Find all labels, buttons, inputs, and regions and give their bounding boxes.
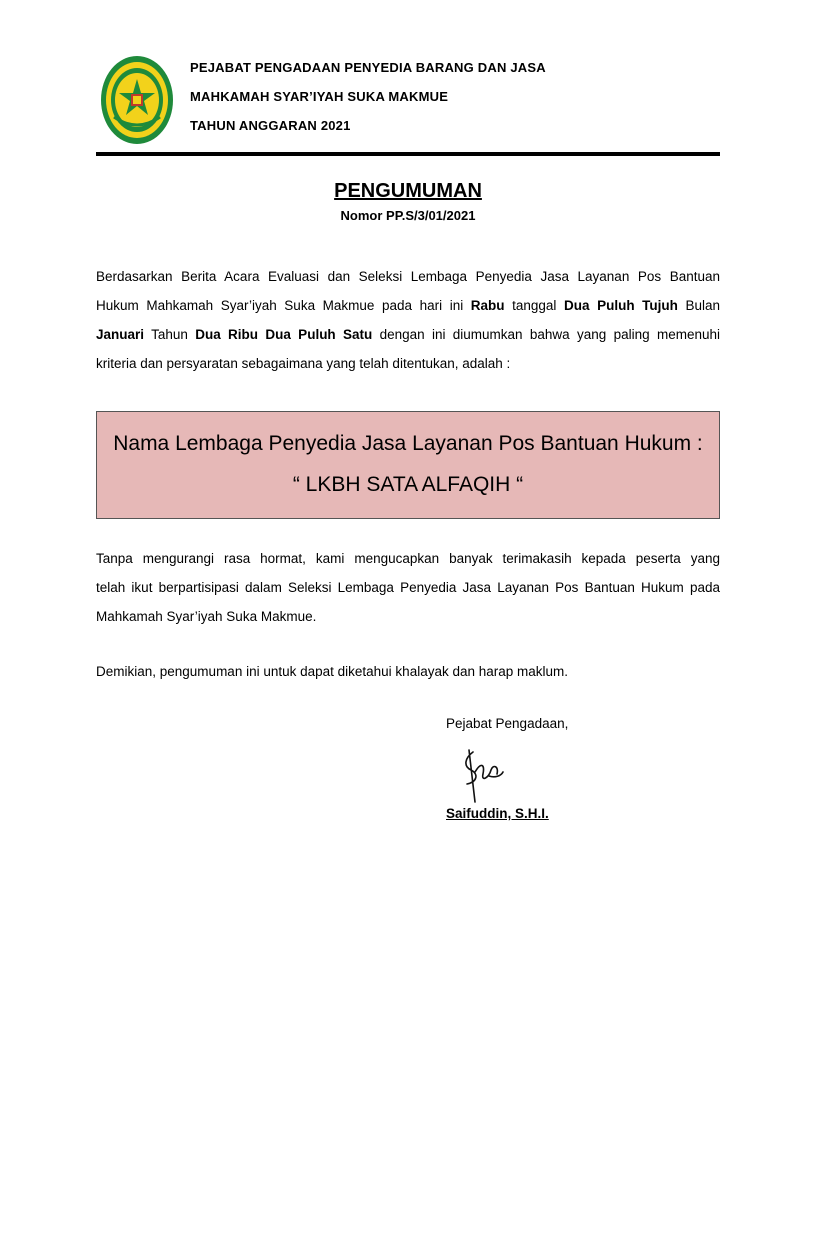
header-divider [96, 152, 720, 156]
header-line-3: TAHUN ANGGARAN 2021 [190, 118, 351, 133]
winner-label: Nama Lembaga Penyedia Jasa Layanan Pos Bantuan Hukum : [113, 432, 703, 455]
paragraph-line: Berdasarkan Berita Acara Evaluasi dan Seleksi Lembaga Penyedia Jasa Layanan Pos Bantuan [96, 269, 720, 284]
thanks-paragraph [96, 544, 720, 631]
paragraph-line: Hukum Mahkamah Syar’iyah Suka Makmue pada hari ini Rabu tanggal Dua Puluh Tujuh Bulan [96, 298, 720, 313]
announcement-paragraph [96, 262, 720, 378]
page-title: PENGUMUMAN [334, 180, 482, 202]
closing-text: Demikian, pengumuman ini untuk dapat diketahui khalayak dan harap maklum. [96, 664, 569, 679]
paragraph-line: Januari Tahun Dua Ribu Dua Puluh Satu dengan ini diumumkan bahwa yang paling memenuhi [96, 327, 720, 342]
paragraph-line: telah ikut berpartisipasi dalam Seleksi Lembaga Penyedia Jasa Layanan Pos Bantuan Hukum pada [96, 580, 720, 595]
handwritten-signature [455, 748, 505, 804]
paragraph-line: Tanpa mengurangi rasa hormat, kami mengucapkan banyak terimakasih kepada peserta yang [96, 551, 720, 566]
paragraph-line: kriteria dan persyaratan sebagaimana yang telah ditentukan, adalah : [96, 356, 511, 371]
signatory-title: Pejabat Pengadaan, [446, 716, 569, 731]
court-logo [100, 55, 174, 145]
document-number: Nomor PP.S/3/01/2021 [340, 208, 476, 223]
winner-name: “ LKBH SATA ALFAQIH “ [292, 473, 524, 496]
header-line-2: MAHKAMAH SYAR’IYAH SUKA MAKMUE [190, 89, 449, 104]
signatory-name: Saifuddin, S.H.I. [446, 806, 549, 821]
header-line-1: PEJABAT PENGADAAN PENYEDIA BARANG DAN JASA [190, 60, 546, 75]
winner-highlight-box [96, 411, 720, 519]
paragraph-line: Mahkamah Syar’iyah Suka Makmue. [96, 609, 317, 624]
